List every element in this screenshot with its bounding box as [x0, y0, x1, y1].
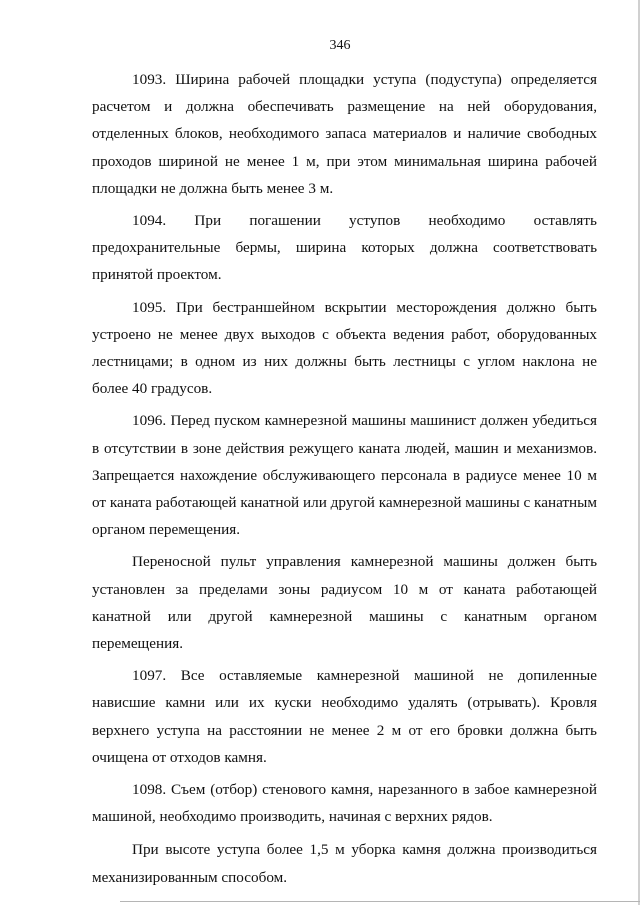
paragraph-1093: 1093. Ширина рабочей площадки уступа (подуступа) определяется расчетом и должна обеспечивать размещение на ней оборудования, отделенных блоков, необходимого запаса материалов и наличие свободных проходов шириной не менее 1 м, при этом минимальная ширина рабочей площадки не должна быть менее 3 м.	[92, 71, 597, 197]
paragraph-1094: 1094. При погашении уступов необходимо оставлять предохранительные бермы, ширина которых должна соответствовать принятой проектом.	[92, 212, 597, 284]
document-body	[92, 66, 597, 896]
paragraph-1097: 1097. Все оставляемые камнерезной машиной не допиленные нависшие камни или их куски необходимо удалять (отрывать). Кровля верхнего уступа на расстоянии не менее 2 м от его бровки должна быть очищена от отходов камня.	[92, 667, 597, 766]
paragraph-1095: 1095. При бестраншейном вскрытии месторождения должно быть устроено не менее двух выходов с объекта ведения работ, оборудованных лестницами; в одном из них должны быть лестницы с углом наклона не более 40 градусов.	[92, 298, 597, 398]
page-number: 346	[329, 38, 351, 53]
paragraph-1096: 1096. Перед пуском камнерезной машины машинист должен убедиться в отсутствии в зоне действия режущего каната людей, машин и механизмов. Запрещается нахождение обслуживающего персонала в радиусе менее 10 м от каната работающей канатной или другой камнерезной машины с канатным органом перемещения.	[92, 412, 597, 539]
paragraph-1098: 1098. Съем (отбор) стенового камня, нарезанного в забое камнерезной машиной, необходимо производить, начиная с верхних рядов.	[92, 781, 597, 826]
paragraph-1098-mechanized: При высоте уступа более 1,5 м уборка камня должна производиться механизированным способом.	[92, 841, 597, 886]
page-bottom-edge	[120, 901, 640, 902]
paragraph-1096-remote-control: Переносной пульт управления камнерезной машины должен быть установлен за пределами зоны радиусом 10 м от каната работающей канатной или другой камнерезной машины с канатным органом перемещения.	[92, 553, 597, 653]
